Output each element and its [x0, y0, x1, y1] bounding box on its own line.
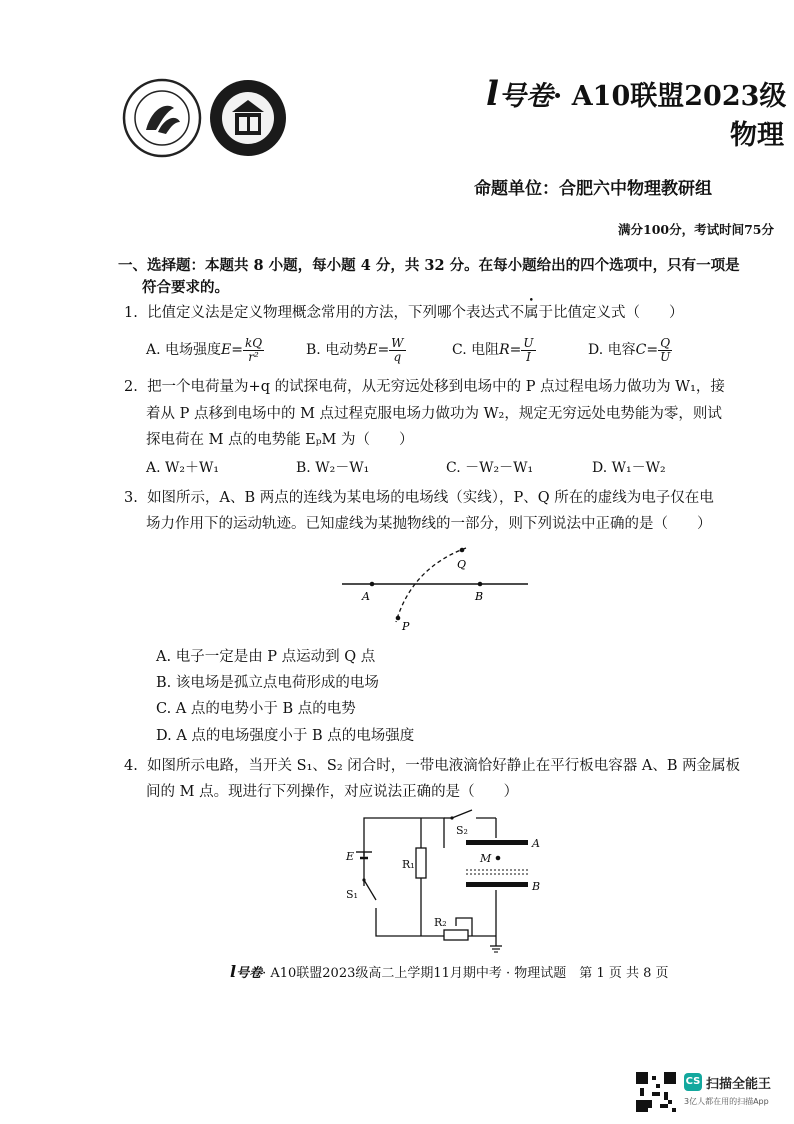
footer-brand-text: 号卷: [236, 966, 263, 981]
point-q: [460, 548, 465, 553]
brand-text: 号卷: [498, 81, 553, 112]
subject-title: 物理: [730, 120, 784, 151]
trajectory-dashed: [396, 548, 466, 622]
q2-options: [146, 456, 666, 480]
unit-label: 命题单位：合肥六中物理教研组: [474, 179, 712, 199]
brand-mark-icon: l: [486, 74, 499, 114]
q1-dotted-1: 不属于: [509, 305, 554, 321]
q1-options: [146, 330, 708, 370]
education-logo: [208, 78, 288, 158]
q1-stem-a: 比值定义法是定义物理概念常用的方法，下列哪个表达式: [147, 305, 510, 321]
q2-option-a: A. W₂＋W₁: [146, 460, 220, 476]
q2-option-d: D. W₁－W₂: [592, 460, 666, 476]
section1-line1: 一、选择题：本题共 8 小题，每小题 4 分，共 32 分。在每小题给出的四个选项中，只有一项是: [118, 257, 740, 274]
label-s1: S₁: [346, 888, 358, 901]
page-footer: [230, 962, 669, 981]
plate-b: [466, 882, 528, 887]
label-r2: R₂: [434, 916, 447, 929]
scanner-app-name: 扫描全能王: [706, 1077, 772, 1092]
q1-number: 1.: [124, 305, 138, 321]
q2-line2: 着从 P 点移到电场中的 M 点过程克服电场力做功为 W₂，规定无穷远处电势能为零，则试: [146, 406, 722, 422]
q3-line2: 场力作用下的运动轨迹。已知虚线为某抛物线的一部分，则下列说法中正确的是（ ）: [146, 516, 712, 532]
q2-line1: 2. 把一个电荷量为+q 的试探电荷，从无穷远处移到电场中的 P 点过程电场力做功为 W₁，接: [124, 379, 725, 395]
footer-text: · A10联盟2023级高二上学期11月期中考 · 物理试题 第 1 页 共 8 页: [262, 966, 669, 981]
label-e: E: [346, 850, 355, 863]
q3-figure: [338, 544, 538, 636]
exam-info: 满分100分，考试时间75分: [618, 222, 774, 237]
label-a: A: [532, 837, 540, 850]
q2-option-b: B. W₂－W₁: [296, 460, 370, 476]
point-p: [396, 616, 401, 621]
section1-line2: 符合要求的。: [142, 279, 229, 296]
q1-option-d: D. 电容C= $\frac{Q}{U}$: [588, 335, 671, 364]
q2-option-c: C. －W₂－W₁: [446, 460, 534, 476]
q4-circuit: [340, 808, 560, 956]
q4-line2: 间的 M 点。现进行下列操作，对应说法正确的是（ ）: [146, 784, 519, 800]
q1-stem: [124, 300, 684, 326]
alliance-logo: [122, 78, 202, 158]
plate-a: [466, 840, 528, 845]
label-q: Q: [457, 558, 467, 571]
label-r1: R₁: [402, 858, 415, 871]
q3-option-d: D. A 点的电场强度小于 B 点的电场强度: [156, 728, 415, 744]
label-p: P: [402, 620, 410, 633]
q2-line3: 探电荷在 M 点的电势能 EₚM 为（ ）: [146, 432, 414, 448]
q1-option-c: C. 电阻R= $\frac{U}{I}$: [452, 335, 534, 364]
label-a: A: [362, 590, 370, 603]
label-b: B: [532, 880, 541, 893]
q4-line1: 4. 如图所示电路，当开关 S₁、S₂ 闭合时，一带电液滴恰好静止在平行板电容器 A、B 两金属板: [124, 758, 741, 774]
exam-title: [486, 76, 786, 115]
q1-stem-b: 比值定义式（ ）: [553, 305, 684, 321]
q1-option-a: A. 电场强度E= $\frac{kQ}{\text{r²}}$: [146, 335, 263, 364]
title-suffix: · A10联盟2023级: [552, 81, 787, 112]
label-m: M: [480, 852, 492, 865]
q3-line1: 3. 如图所示，A、B 两点的连线为某电场的电场线（实线），P、Q 所在的虚线为电子仅在电: [124, 490, 714, 506]
point-a: [370, 582, 375, 587]
footer-brand-mark-icon: l: [230, 962, 237, 981]
point-b: [478, 582, 483, 587]
q3-option-c: C. A 点的电势小于 B 点的电势: [156, 701, 356, 717]
label-b: B: [475, 590, 484, 603]
scanner-tagline: 3亿人都在用的扫描App: [684, 1097, 769, 1106]
qr-code-icon: [636, 1072, 676, 1112]
q3-option-b: B. 该电场是孤立点电荷形成的电场: [156, 675, 379, 691]
label-s2: S₂: [456, 824, 468, 837]
q3-option-a: A. 电子一定是由 P 点运动到 Q 点: [156, 649, 376, 665]
section1: [118, 256, 794, 300]
droplet-m: [496, 856, 501, 861]
q1-option-b: B. 电动势E= $\frac{W}{q}$: [306, 335, 404, 364]
scanner-app-icon: CS: [684, 1073, 702, 1091]
